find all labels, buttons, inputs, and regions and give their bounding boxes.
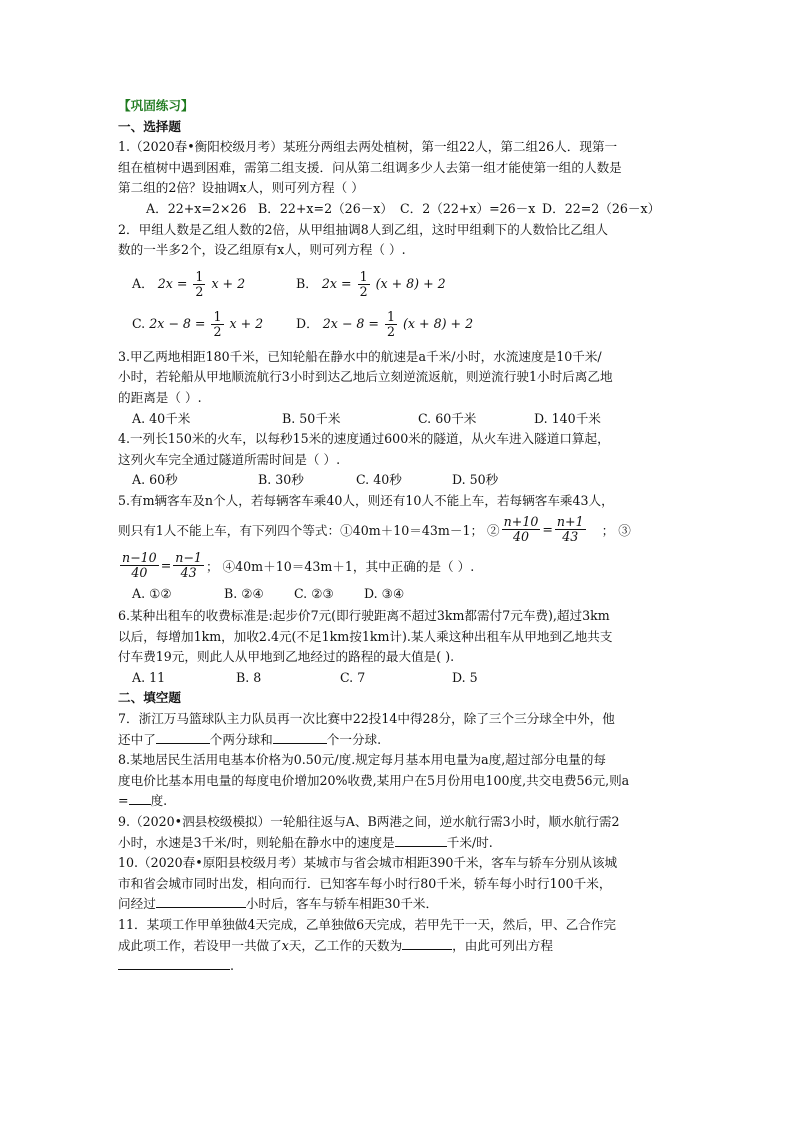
option-b: B. 8	[236, 669, 262, 685]
question-5	[118, 491, 678, 604]
option-a: A. ①②	[132, 585, 172, 601]
option-label: D．	[296, 316, 319, 332]
question-text-line	[118, 894, 678, 915]
option-b: B. 30秒	[258, 472, 304, 488]
question-text: 个一分球.	[326, 731, 382, 747]
question-text: 5.有m辆客车及n个人，若每辆客车乘40人，则还有10人不能上车，若每辆客车乘43人，	[118, 492, 614, 508]
question-text: 小时后，客车与轿车相距30千米．	[245, 896, 439, 912]
question-text: 千米/时.	[446, 834, 493, 850]
question-text-line	[118, 956, 678, 977]
options-row	[118, 668, 678, 689]
equation-rhs: x + 2	[211, 276, 246, 292]
option-a: A. 40千米	[132, 410, 191, 426]
option-c: C．2（22+x）=26－x	[400, 200, 536, 216]
question-3	[118, 347, 678, 429]
option-a: A. 11	[132, 669, 166, 685]
option-a: A. 60秒	[132, 472, 178, 488]
section-choice-title: 一、选择题	[118, 118, 181, 134]
question-8	[118, 750, 678, 812]
option-a	[118, 270, 296, 299]
question-text-line	[118, 936, 678, 957]
question-text-line	[118, 791, 678, 812]
options-row	[118, 267, 678, 303]
fraction-numerator: 1	[359, 269, 368, 285]
question-11	[118, 915, 678, 977]
options-row	[118, 199, 678, 220]
option-b	[296, 270, 446, 299]
fraction	[120, 551, 159, 580]
question-text-line	[118, 730, 678, 751]
option-c: C. ②③	[294, 585, 334, 601]
answer-blank[interactable]	[118, 956, 230, 970]
equation-lhs: 2x − 8 =	[149, 316, 206, 332]
answer-blank[interactable]	[129, 791, 151, 805]
answer-blank[interactable]	[402, 936, 452, 950]
equation-rhs: x + 2	[229, 316, 264, 332]
fraction	[358, 270, 370, 299]
question-text: 3.甲乙两地相距180千米，已知轮船在静水中的航速是a千米/小时，水流速度是10千米/	[118, 348, 602, 364]
fraction-denominator: 40	[512, 529, 530, 544]
question-text: 4.一列长150米的火车，以每秒15米的速度通过600米的隧道，从火车进入隧道口算起，	[118, 431, 610, 447]
option-c	[118, 310, 296, 339]
fraction-denominator: 2	[359, 284, 368, 300]
question-text: 成此项工作，若设甲一共做了	[118, 937, 282, 953]
fraction-numerator: 1	[386, 309, 395, 325]
question-text: 度电价比基本用电量的每度电价增加20%收费,某用户在5月份用电100度,共交电费56元,则a	[118, 772, 630, 788]
fraction-denominator: 2	[386, 324, 395, 340]
question-1	[118, 137, 678, 219]
options-row	[118, 470, 678, 491]
fraction-denominator: 43	[562, 529, 579, 544]
question-text: 10.（2020春•原阳县校级月考）某城市与省会城市相距390千米，客车与轿车分别从该城	[118, 855, 618, 871]
option-d: D. ③④	[364, 585, 405, 601]
fraction-numerator: 1	[195, 269, 204, 285]
answer-blank[interactable]	[156, 730, 210, 744]
fraction	[173, 551, 204, 580]
option-label: C.	[132, 316, 146, 332]
equals-sign: =	[542, 522, 553, 537]
option-d	[296, 310, 473, 339]
option-b: B．22+x=2（26－x）	[258, 200, 394, 216]
question-text: 组在植树中遇到困难，需第二组支援．问从第二组调多少人去第一组才能使第一组的人数是	[118, 159, 622, 175]
fraction	[502, 515, 541, 544]
question-text: 的距离是（ ）.	[118, 389, 202, 405]
question-text-math	[118, 548, 678, 584]
question-text-line	[118, 833, 678, 854]
equation-lhs: 2x − 8 =	[322, 316, 379, 332]
question-text: =	[118, 793, 129, 809]
question-text: 第二组的2倍？设抽调x人，则可列方程（ ）	[118, 180, 364, 196]
fraction-numerator: n−1	[175, 550, 202, 565]
question-text: 小时，若轮船从甲地顺流航行3小时到达乙地后立刻逆流返航，则逆流行驶1小时后离乙地	[118, 369, 613, 385]
options-row	[118, 307, 678, 343]
option-d: D．22=2（26－x）	[542, 200, 661, 216]
options-row	[118, 409, 678, 430]
question-text: 1.（2020春•衡阳校级月考）某班分两组去两处植树，第一组22人，第二组26人．现第一	[118, 139, 618, 155]
header-title: 【巩固练习】	[118, 98, 194, 113]
question-text: 2．甲组人数是乙组人数的2倍，从甲组抽调8人到乙组，这时甲组剩下的人数恰比乙组人	[118, 221, 609, 237]
worksheet	[118, 96, 678, 977]
question-text: ； ③	[601, 523, 631, 538]
options-row	[118, 584, 678, 605]
question-text: 市和省会城市同时出发，相向而行．已知客车每小时行80千米，轿车每小时行100千米，	[118, 875, 612, 891]
option-label: A．	[132, 276, 154, 292]
question-10	[118, 853, 678, 915]
question-9	[118, 812, 678, 853]
question-2	[118, 220, 678, 343]
fraction	[193, 270, 205, 299]
option-c: C. 40秒	[356, 472, 402, 488]
question-text-math	[118, 512, 678, 548]
answer-blank[interactable]	[273, 730, 327, 744]
option-b: B. ②④	[224, 585, 264, 601]
question-text: 6.某种出租车的收费标准是:起步价7元(即行驶距离不超过3km都需付7元车费),超过3km	[118, 608, 610, 624]
option-label: B．	[296, 276, 318, 292]
question-text: 问经过	[118, 896, 156, 912]
option-d: D. 50秒	[452, 472, 499, 488]
equation-rhs: (x + 8) + 2	[375, 276, 446, 292]
equals-sign: =	[160, 558, 172, 573]
fraction	[211, 310, 223, 339]
question-text: 8.某地居民生活用电基本价格为0.50元/度.规定每月基本用电量为a度,超过部分电量的每	[118, 752, 607, 768]
question-4	[118, 429, 678, 491]
question-text: 还中了	[118, 731, 156, 747]
question-6	[118, 606, 678, 688]
option-c: C. 7	[340, 669, 366, 685]
question-text: 天，乙工作的天数为	[288, 937, 403, 953]
fraction-numerator: 1	[213, 309, 222, 325]
fraction-denominator: 43	[180, 565, 197, 580]
equation-lhs: 2x =	[321, 276, 352, 292]
question-text: 11．某项工作甲单独做4天完成，乙单独做6天完成，若甲先干一天，然后，甲、乙合作完	[118, 917, 617, 932]
question-text: ； ④40m＋10＝43m＋1，其中正确的是（ ）.	[205, 559, 475, 574]
question-text: 个两分球和	[209, 731, 273, 747]
option-d: D. 5	[452, 669, 478, 685]
equation-rhs: (x + 8) + 2	[403, 316, 474, 332]
answer-blank[interactable]	[156, 894, 246, 908]
option-d: D. 140千米	[534, 410, 601, 426]
question-text: .	[230, 958, 235, 974]
option-c: C. 60千米	[418, 410, 477, 426]
question-text: 以后，每增加1km，加收2.4元(不足1km按1km计).某人乘这种出租车从甲地到乙地共支	[118, 628, 613, 644]
fraction	[385, 310, 397, 339]
fraction-numerator: n+1	[556, 514, 584, 529]
variable: x	[281, 937, 289, 953]
question-text: 这列火车完全通过隧道所需时间是（ ）.	[118, 451, 341, 467]
fraction-numerator: n−10	[122, 550, 157, 565]
question-text: 数的一半多2个，设乙组原有x人，则可列方程（ ）.	[118, 242, 406, 258]
question-text: 7．浙江万马篮球队主力队员再一次比赛中22投14中得28分，除了三个三分球全中外，他	[118, 711, 615, 727]
question-text: 度.	[150, 793, 168, 809]
fraction	[555, 515, 586, 544]
option-b: B. 50千米	[282, 410, 341, 426]
answer-blank[interactable]	[395, 833, 447, 847]
question-7	[118, 709, 678, 750]
question-text: ，由此可列出方程	[452, 937, 553, 953]
fraction-denominator: 40	[131, 565, 148, 580]
option-a: A．22+x=2×26	[146, 200, 247, 216]
question-text: 付车费19元，则此人从甲地到乙地经过的路程的最大值是( ).	[118, 649, 455, 665]
fraction-denominator: 2	[213, 324, 222, 340]
fraction-numerator: n+10	[503, 514, 539, 529]
section-fill-title: 二、填空题	[118, 690, 181, 706]
question-text: 9.（2020•泗县校级模拟）一轮船往返与A、B两港之间，逆水航行需3小时，顺水航行需2	[118, 814, 620, 830]
question-text: 小时，水速是3千米/时，则轮船在静水中的速度是	[118, 834, 395, 850]
equation-lhs: 2x =	[157, 276, 188, 292]
fraction-denominator: 2	[195, 284, 204, 300]
question-text: 则只有1人不能上车，有下列四个等式：①40m＋10＝43m－1； ②	[118, 523, 500, 538]
